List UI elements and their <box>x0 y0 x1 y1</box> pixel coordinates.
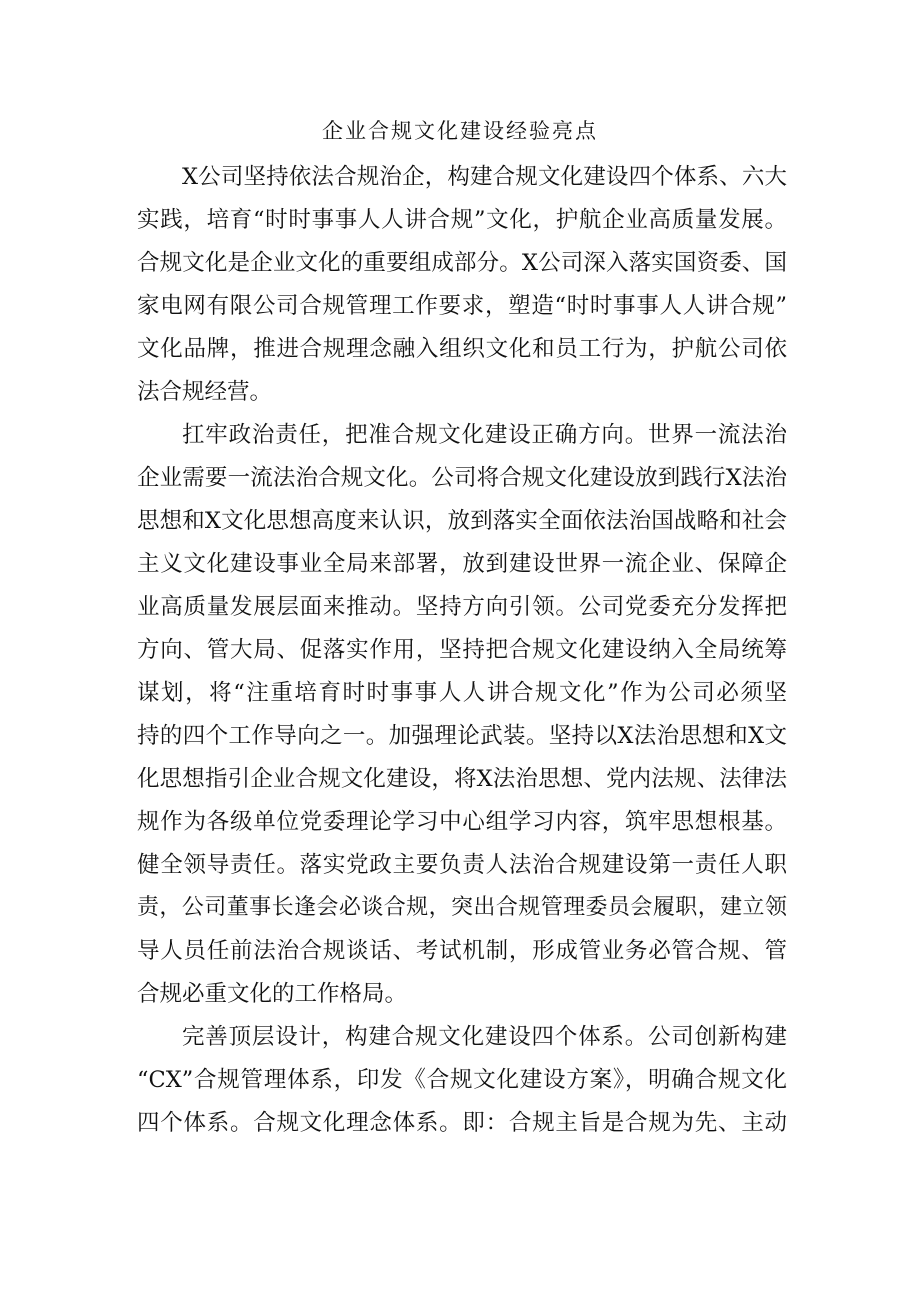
text-line: 主义文化建设事业全局来部署，放到建设世界一流企业、保障企 <box>137 551 787 577</box>
text-line: 企业需要一流法治合规文化。公司将合规文化建设放到践行X法治 <box>137 465 787 491</box>
text-line: 法合规经营。 <box>137 379 273 405</box>
text-line: 导人员任前法治合规谈话、考试机制，形成管业务必管合规、管 <box>137 938 787 964</box>
text-line: 业高质量发展层面来推动。坚持方向引领。公司党委充分发挥把 <box>137 594 787 620</box>
text-line: 扛牢政治责任，把准合规文化建设正确方向。世界一流法治 <box>182 422 787 448</box>
text-line: 责，公司董事长逢会必谈合规，突出合规管理委员会履职，建立领 <box>137 895 787 920</box>
text-line: 谋划，将“注重培育时时事事人人讲合规文化”作为公司必须坚 <box>137 680 787 706</box>
text-line: 持的四个工作导向之一。加强理论武装。坚持以X法治思想和X文 <box>137 723 787 749</box>
text-line: 家电网有限公司合规管理工作要求，塑造“时时事事人人讲合规” <box>137 293 787 319</box>
text-line: 实践，培育“时时事事人人讲合规”文化，护航企业高质量发展。 <box>137 207 787 233</box>
text-line: 文化品牌，推进合规理念融入组织文化和员工行为，护航公司依 <box>137 336 787 362</box>
text-line: 合规必重文化的工作格局。 <box>137 981 408 1007</box>
text-line: 健全领导责任。落实党政主要负责人法治合规建设第一责任人职 <box>137 852 787 878</box>
text-line: “CX”合规管理体系，印发《合规文化建设方案》，明确合规文化 <box>137 1067 787 1093</box>
text-line: 化思想指引企业合规文化建设，将X法治思想、党内法规、法律法 <box>137 766 787 792</box>
text-line: X公司坚持依法合规治企，构建合规文化建设四个体系、六大 <box>182 164 787 190</box>
text-line: 思想和X文化思想高度来认识，放到落实全面依法治国战略和社会 <box>137 508 787 534</box>
text-line: 方向、管大局、促落实作用，坚持把合规文化建设纳入全局统筹 <box>137 637 787 663</box>
text-line: 规作为各级单位党委理论学习中心组学习内容，筑牢思想根基。 <box>137 809 787 835</box>
text-line: 完善顶层设计，构建合规文化建设四个体系。公司创新构建 <box>182 1024 787 1050</box>
text-line: 四个体系。合规文化理念体系。即：合规主旨是合规为先、主动 <box>137 1110 787 1136</box>
document-title: 企业合规文化建设经验亮点 <box>322 119 598 143</box>
text-line: 合规文化是企业文化的重要组成部分。X公司深入落实国资委、国 <box>137 250 787 276</box>
